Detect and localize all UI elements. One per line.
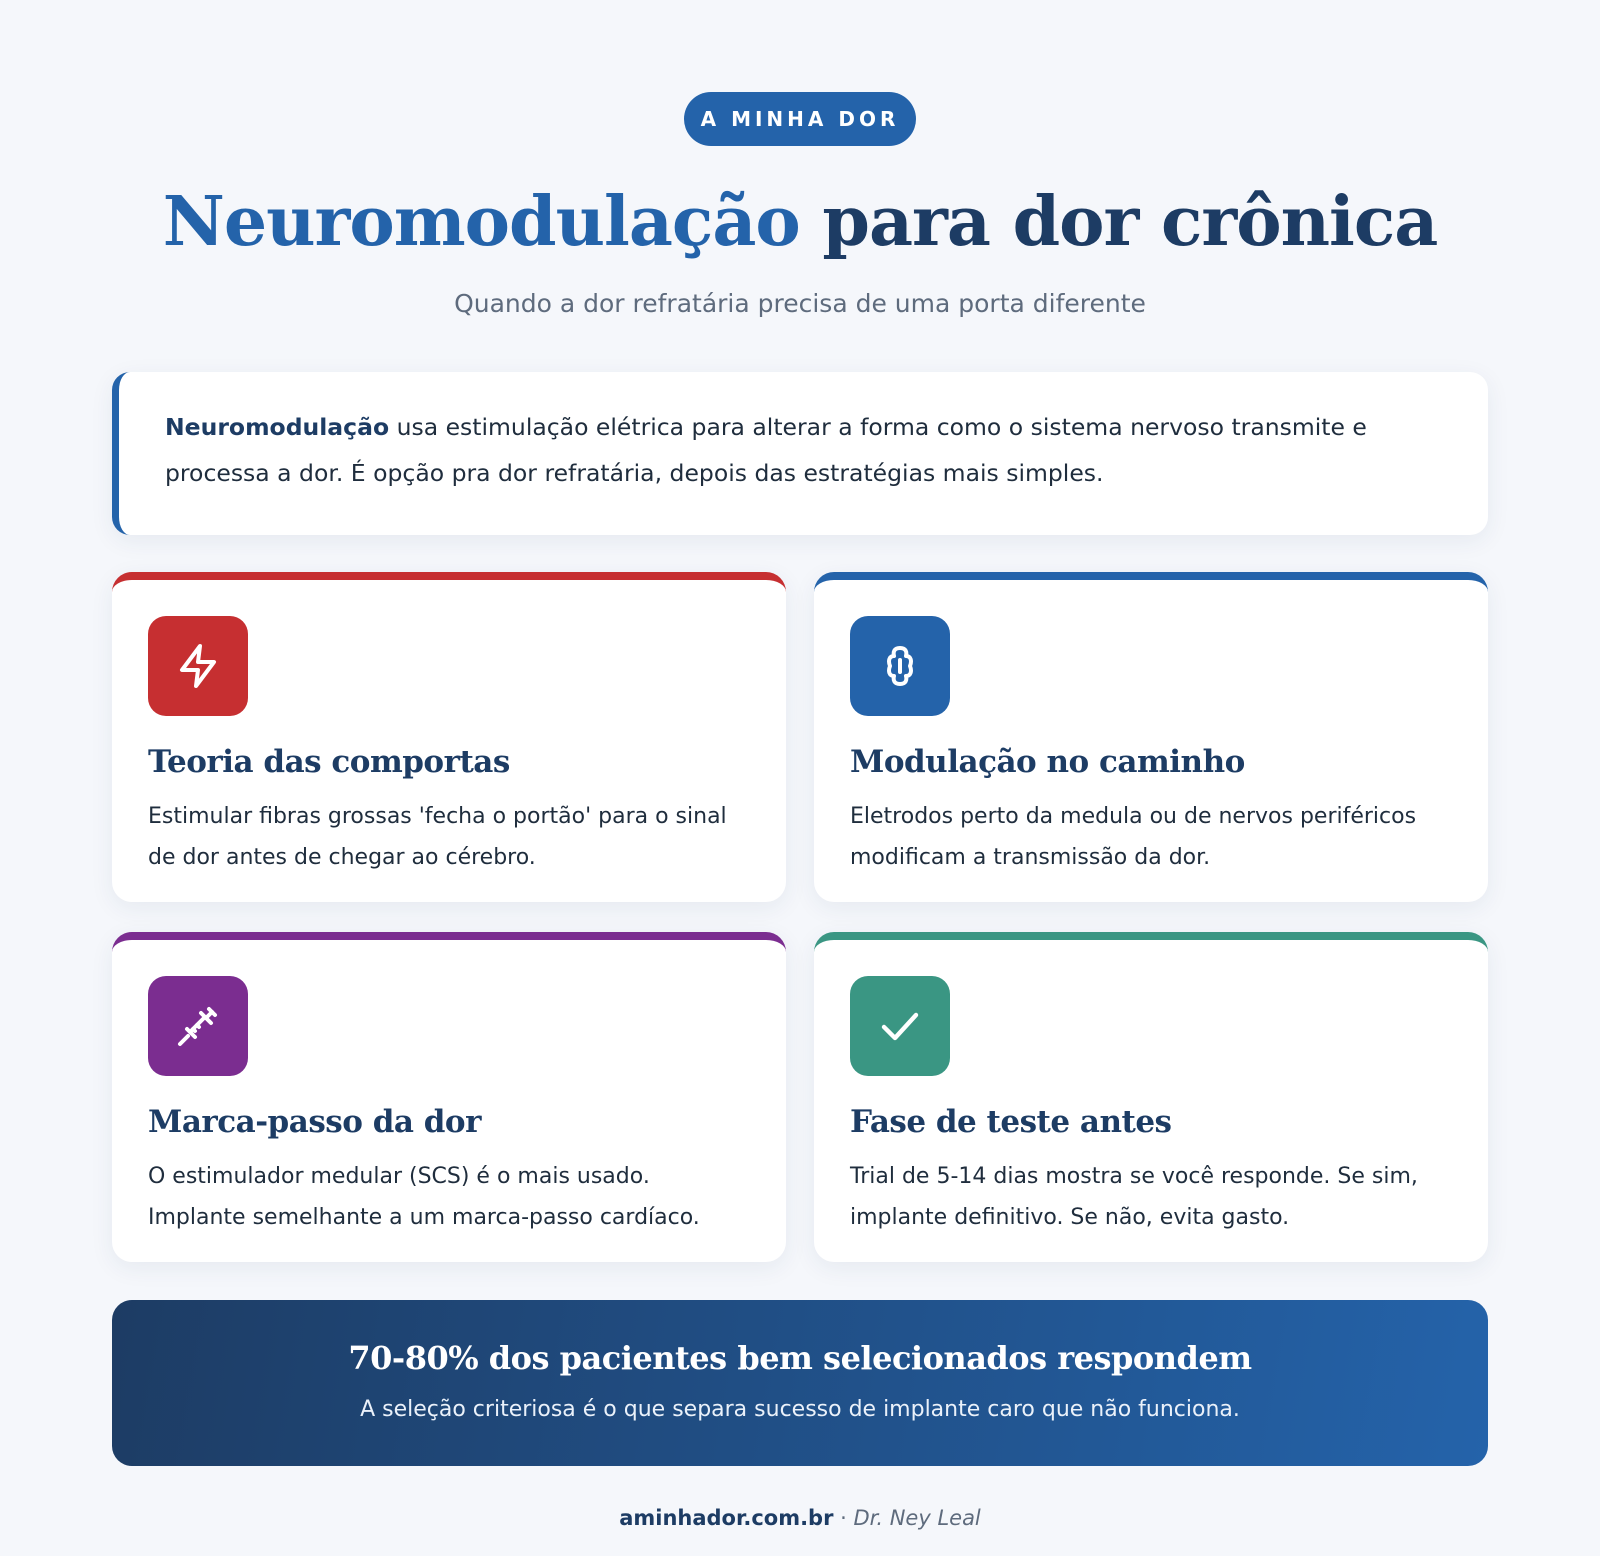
page-title-rest: para dor crônica <box>799 182 1438 262</box>
card-text: Estimular fibras grossas 'fecha o portão' para o sinal de dor antes de chegar ao cérebro. <box>148 804 727 870</box>
card-gate-theory <box>112 572 786 902</box>
card-text: Eletrodos perto da medula ou de nervos periféricos modificam a transmissão da dor. <box>850 804 1417 870</box>
intro-keyword: Neuromodulação <box>165 413 390 441</box>
card-icon-box <box>148 976 248 1076</box>
spinal-cord-icon <box>876 642 924 690</box>
intro-text: usa estimulação elétrica para alterar a forma como o sistema nervoso transmite e processa a dor. É opção pra dor refratária, depois das estratégias mais simples. <box>165 413 1367 487</box>
result-banner <box>112 1300 1488 1466</box>
footer-author: Dr. Ney Leal <box>853 1506 981 1530</box>
card-text: O estimulador medular (SCS) é o mais usado. Implante semelhante a um marca-passo cardíaco. <box>148 1164 700 1230</box>
card-trial-phase <box>814 932 1488 1262</box>
card-text: Trial de 5-14 dias mostra se você responde. Se sim, implante definitivo. Se não, evita gasto. <box>850 1164 1418 1230</box>
footer <box>0 1500 1600 1536</box>
intro-callout <box>112 372 1488 535</box>
card-icon-box <box>850 976 950 1076</box>
footer-separator: · <box>833 1506 854 1530</box>
page-title <box>0 172 1600 272</box>
category-badge: A MINHA DOR <box>684 92 916 146</box>
card-pain-pacemaker <box>112 932 786 1262</box>
banner-title: 70-80% dos pacientes bem selecionados respondem <box>348 1339 1252 1377</box>
card-title: Teoria das comportas <box>148 744 510 780</box>
footer-site: aminhador.com.br <box>619 1506 834 1530</box>
card-title: Fase de teste antes <box>850 1104 1172 1140</box>
banner-text: A seleção criteriosa é o que separa sucesso de implante caro que não funciona. <box>360 1397 1240 1422</box>
card-icon-box <box>850 616 950 716</box>
card-icon-box <box>148 616 248 716</box>
checkmark-icon <box>876 1002 924 1050</box>
syringe-icon <box>174 1002 222 1050</box>
card-title: Marca-passo da dor <box>148 1104 481 1140</box>
page-subtitle: Quando a dor refratária precisa de uma porta diferente <box>454 289 1146 318</box>
lightning-icon <box>174 642 222 690</box>
page-title-accent: Neuromodulação <box>162 182 800 262</box>
card-title: Modulação no caminho <box>850 744 1245 780</box>
card-pathway-modulation <box>814 572 1488 902</box>
